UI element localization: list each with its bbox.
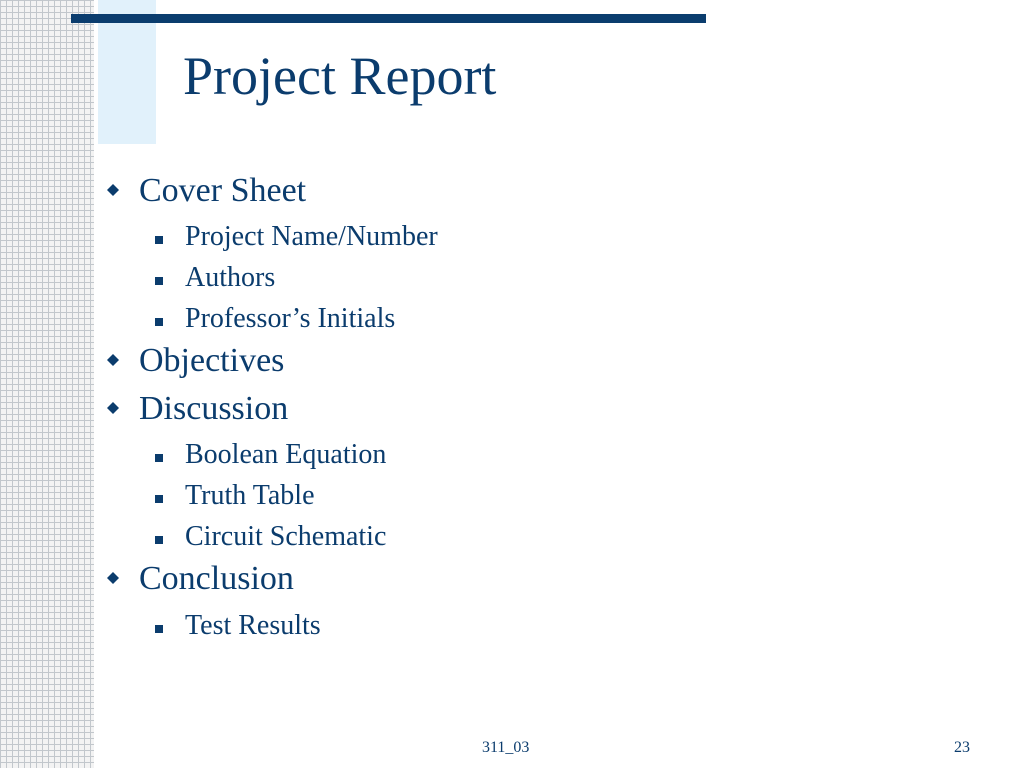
subitem-test-results: Test Results — [185, 610, 321, 641]
square-bullet-icon — [155, 625, 163, 633]
square-bullet-icon — [155, 536, 163, 544]
square-bullet-icon — [155, 236, 163, 244]
square-bullet-icon — [155, 454, 163, 462]
square-bullet-icon — [155, 318, 163, 326]
slide-number: 23 — [954, 739, 970, 756]
footer-center-label: 311_03 — [482, 739, 530, 756]
bullet-conclusion: Conclusion — [139, 560, 294, 597]
bullet-discussion: Discussion — [139, 390, 289, 427]
bullet-cover-sheet: Cover Sheet — [139, 172, 307, 209]
square-bullet-icon — [155, 495, 163, 503]
diamond-bullet-icon — [107, 572, 119, 584]
subitem-professors-initials: Professor’s Initials — [185, 303, 396, 334]
slide-title: Project Report — [183, 46, 497, 106]
diamond-bullet-icon — [107, 184, 119, 196]
diamond-bullet-icon — [107, 402, 119, 414]
subitem-truth-table: Truth Table — [185, 480, 315, 511]
subitem-circuit-schematic: Circuit Schematic — [185, 521, 387, 552]
diamond-bullet-icon — [107, 354, 119, 366]
subitem-authors: Authors — [185, 262, 276, 293]
subitem-boolean-equation: Boolean Equation — [185, 439, 387, 470]
square-bullet-icon — [155, 277, 163, 285]
subitem-project-name-number: Project Name/Number — [185, 221, 438, 252]
bullet-objectives: Objectives — [139, 342, 285, 379]
